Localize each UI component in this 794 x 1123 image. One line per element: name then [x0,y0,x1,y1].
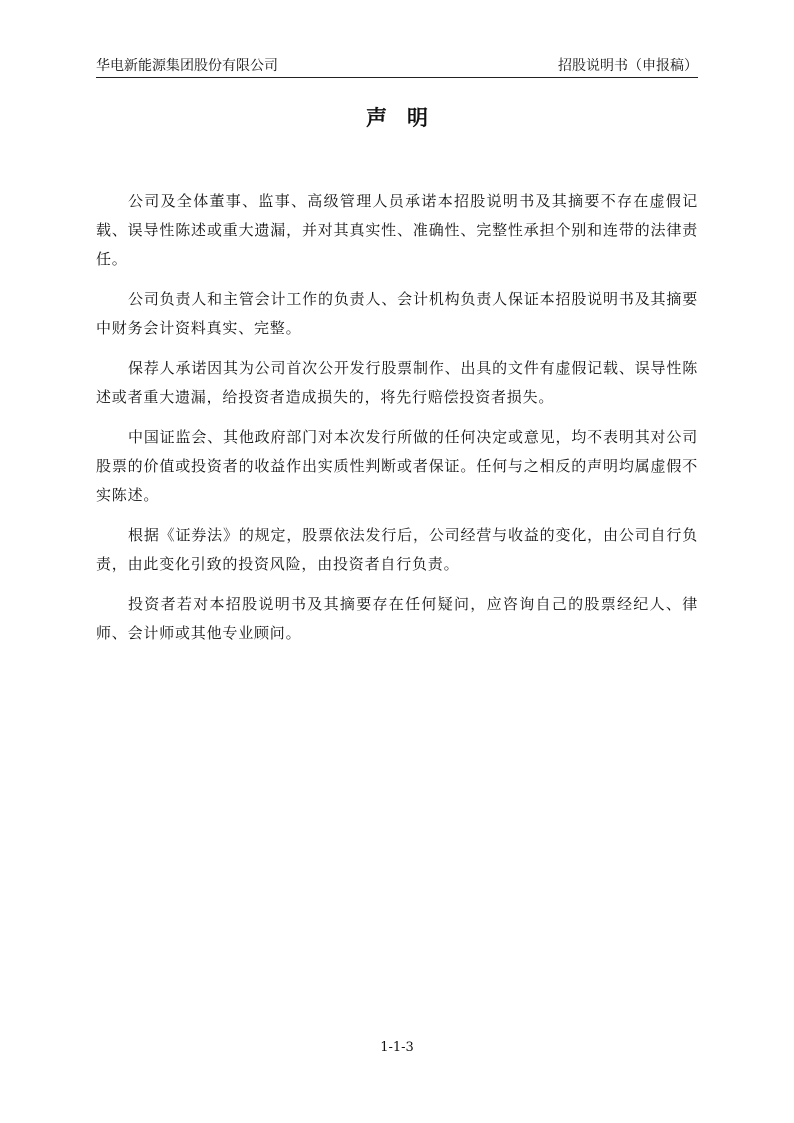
header-document-type: 招股说明书（申报稿） [558,58,698,74]
header-company-name: 华电新能源集团股份有限公司 [96,58,278,74]
declaration-body [96,187,698,659]
declaration-paragraph-4: 中国证监会、其他政府部门对本次发行所做的任何决定或意见，均不表明其对公司股票的价值或投资者的收益作出实质性判断或者保证。任何与之相反的声明均属虚假不实陈述。 [96,428,698,504]
declaration-paragraph-1: 公司及全体董事、监事、高级管理人员承诺本招股说明书及其摘要不存在虚假记载、误导性陈述或重大遗漏，并对其真实性、准确性、完整性承担个别和连带的法律责任。 [96,192,698,268]
declaration-paragraph-6: 投资者若对本招股说明书及其摘要存在任何疑问，应咨询自己的股票经纪人、律师、会计师或其他专业顾问。 [96,595,698,642]
declaration-paragraph-5: 根据《证券法》的规定，股票依法发行后，公司经营与收益的变化，由公司自行负责，由此变化引致的投资风险，由投资者自行负责。 [96,526,698,573]
declaration-paragraph-3: 保荐人承诺因其为公司首次公开发行股票制作、出具的文件有虚假记载、误导性陈述或者重大遗漏，给投资者造成损失的，将先行赔偿投资者损失。 [96,359,698,406]
page-header [96,57,698,78]
declaration-paragraph-2: 公司负责人和主管会计工作的负责人、会计机构负责人保证本招股说明书及其摘要中财务会计资料真实、完整。 [96,290,698,337]
page-title: 声明 [366,105,448,130]
page-number: 1-1-3 [380,1040,414,1055]
